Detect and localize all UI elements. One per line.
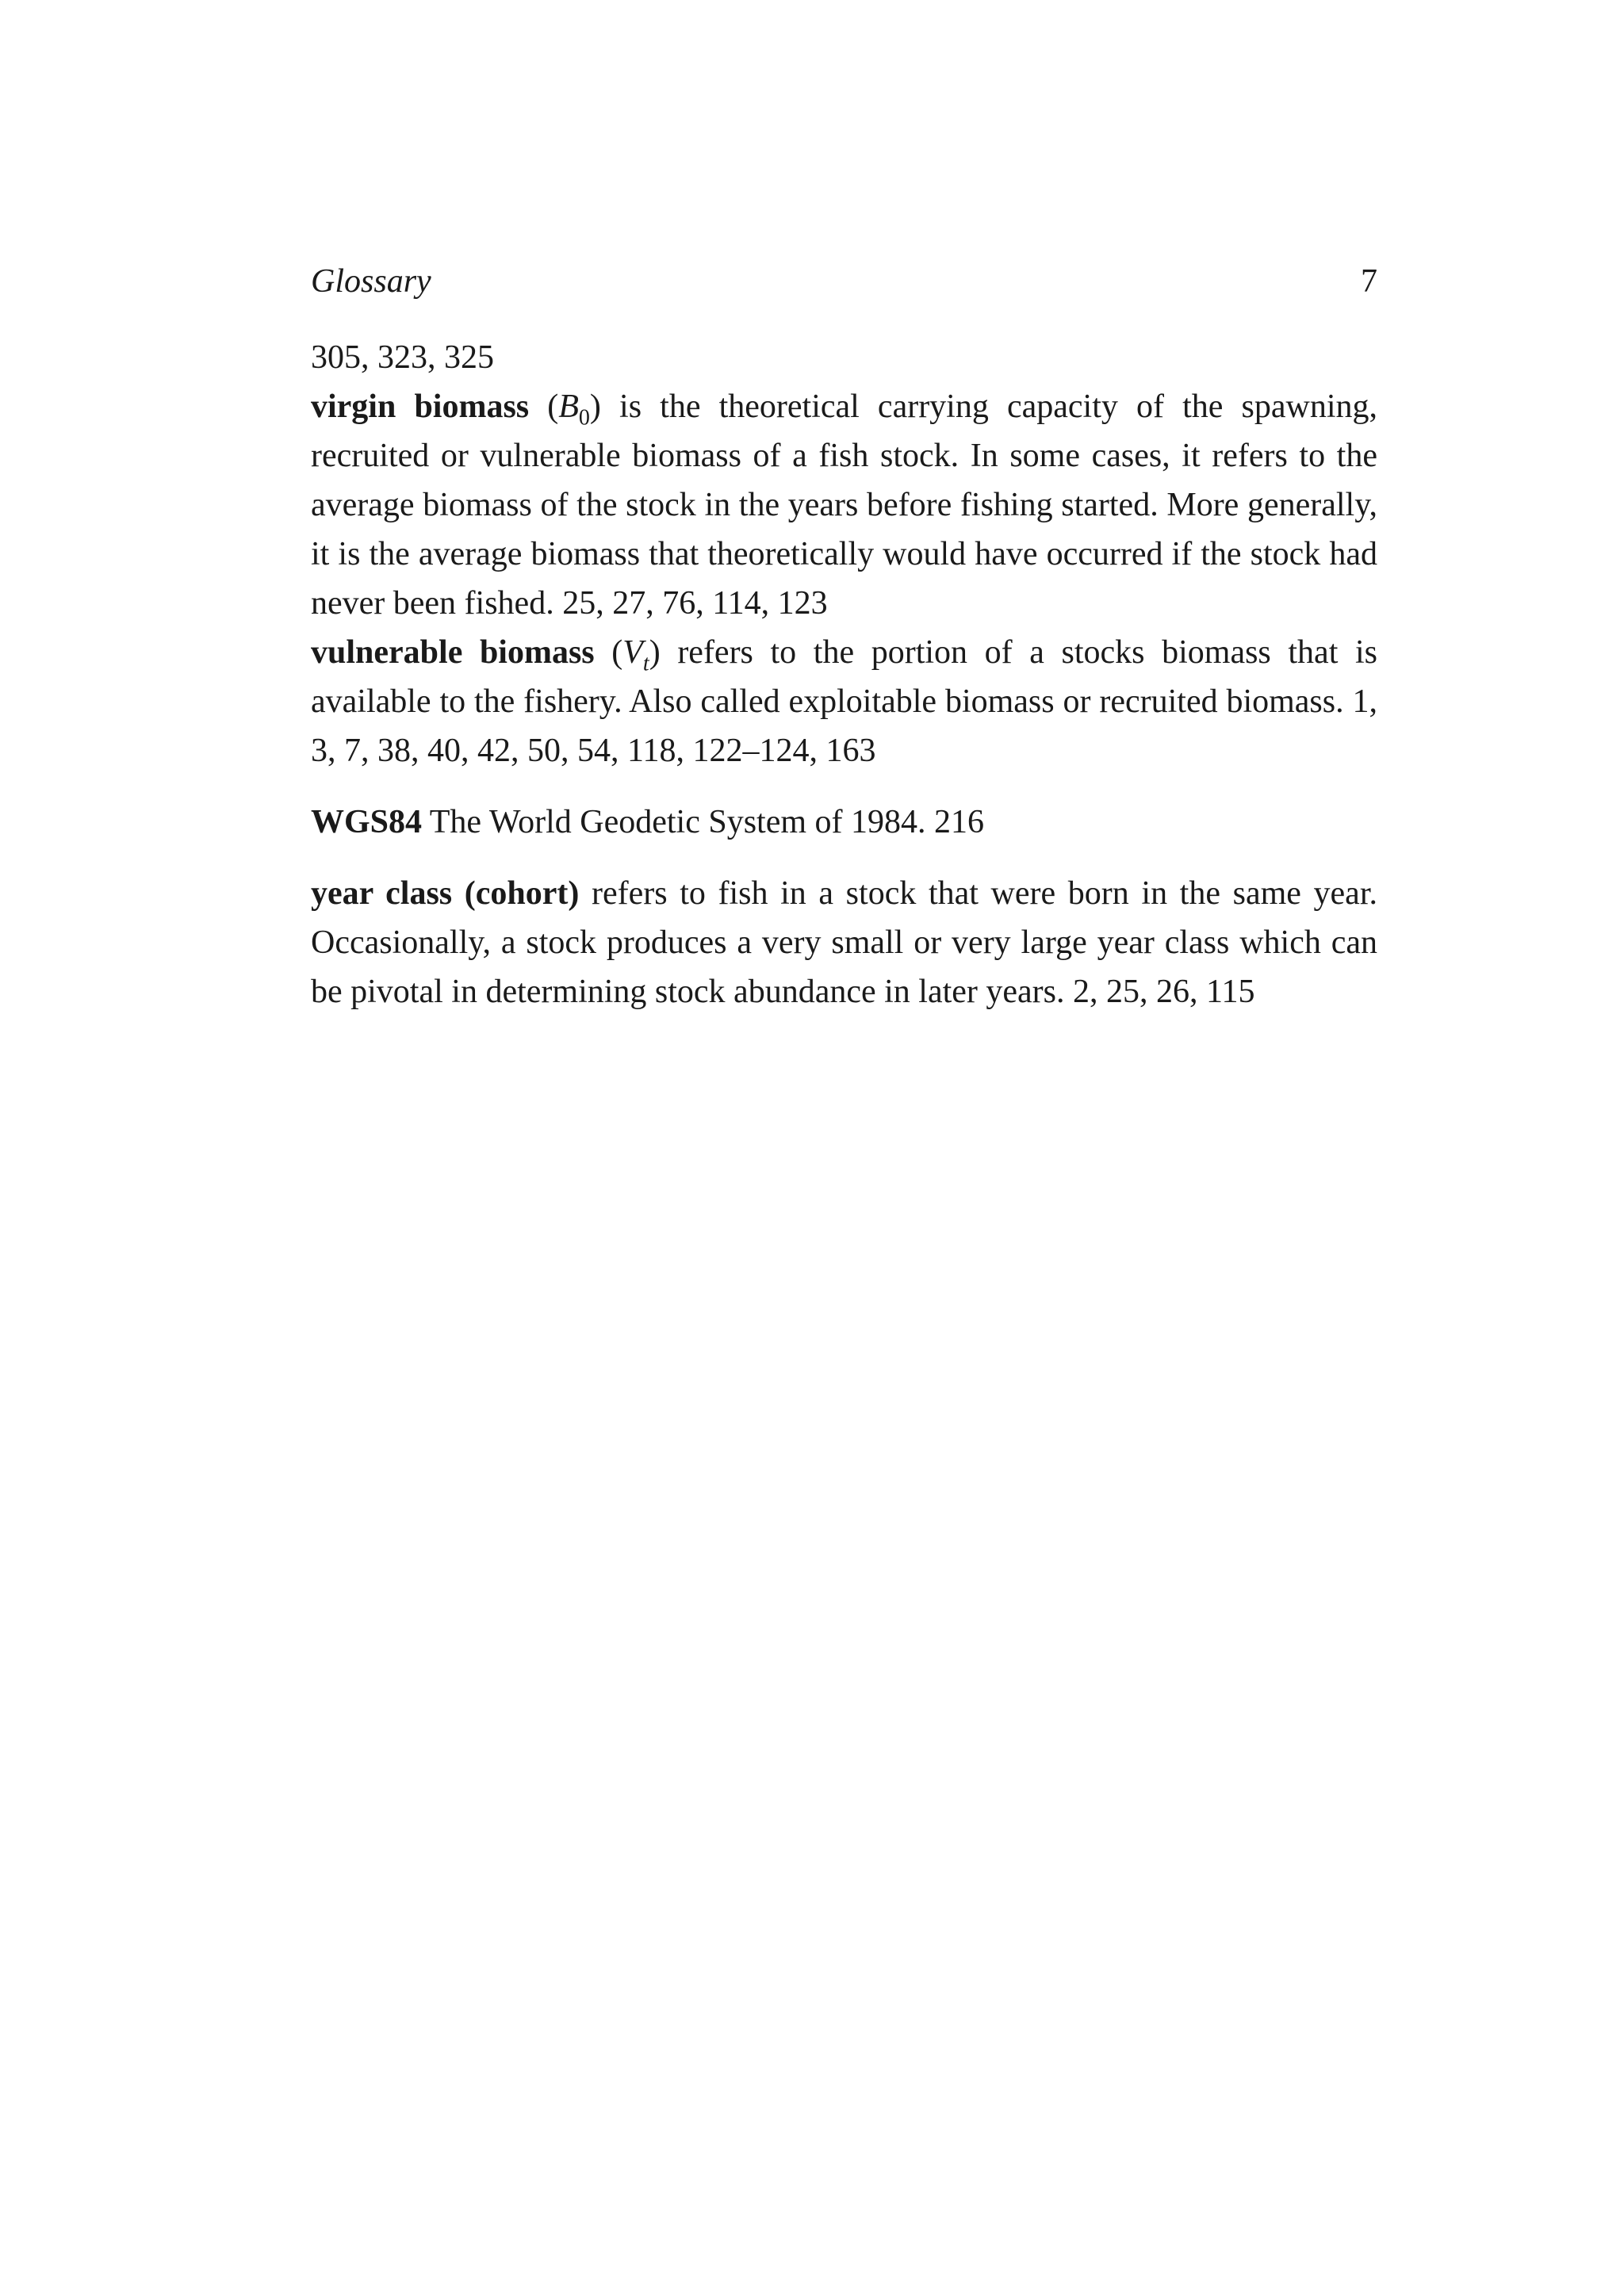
glossary-definition: The World Geodetic System of 1984. (429, 804, 926, 840)
glossary-term: vulnerable biomass (311, 634, 595, 671)
glossary-definition: is the theoretical carrying capacity of the spawning, recruited or vulnerable biomass of a fish stock. In some cases, it refers to the average biomass of the stock in the years before fishing started. More generally, it is the average biomass that theoretically would have occurred if the stock had never been fished. (311, 388, 1377, 622)
glossary-entry-vulnerable-biomass: vulnerable biomass $(V_t)$ refers to the portion of a stocks biomass that is available to the fishery. Also called exploitable biomass or recruited biomass. 1, 3, 7, 38, 40, 42, 50, 54, 118, 122–124, 163 (311, 634, 1377, 769)
glossary-definition: refers to fish in a stock that were born in the same year. Occasionally, a stock produces a very small or very large year class which can be pivotal in determining stock abundance in later years. (311, 875, 1377, 1010)
glossary-entry-virgin-biomass: virgin biomass $(B_0)$ is the theoretical carrying capacity of the spawning, recruited or vulnerable biomass of a fish stock. In some cases, it refers to the average biomass of the stock in the years before fishing started. More generally, it is the average biomass that theoretically would have occurred if the stock had never been fished. 25, 27, 76, 114, 123 (311, 388, 1377, 622)
page-references: 1, 3, 7, 38, 40, 42, 50, 54, 118, 122–124, 163 (311, 683, 1377, 769)
glossary-entry-wgs84 (311, 798, 1377, 847)
page-references: 216 (934, 804, 985, 840)
glossary-page (311, 262, 1377, 1016)
running-head-title: Glossary (311, 263, 431, 300)
glossary-term: year class (cohort) (311, 875, 580, 912)
glossary-entry-year-class (311, 869, 1377, 1016)
math-symbol: $V_t$ (622, 634, 649, 676)
continued-page-references: 305, 323, 325 (311, 339, 494, 376)
math-symbol: $B_0$ (558, 388, 590, 430)
page-references: 2, 25, 26, 115 (1073, 974, 1255, 1010)
glossary-body (311, 333, 1377, 1016)
glossary-term: WGS84 (311, 804, 423, 840)
page-references: 25, 27, 76, 114, 123 (562, 585, 828, 622)
glossary-term: virgin biomass (311, 388, 530, 425)
page-number: 7 (1361, 263, 1377, 300)
glossary-definition: refers to the portion of a stocks biomass that is available to the fishery. Also called exploitable biomass or recruited biomass. (311, 634, 1377, 720)
running-head (311, 262, 1377, 301)
